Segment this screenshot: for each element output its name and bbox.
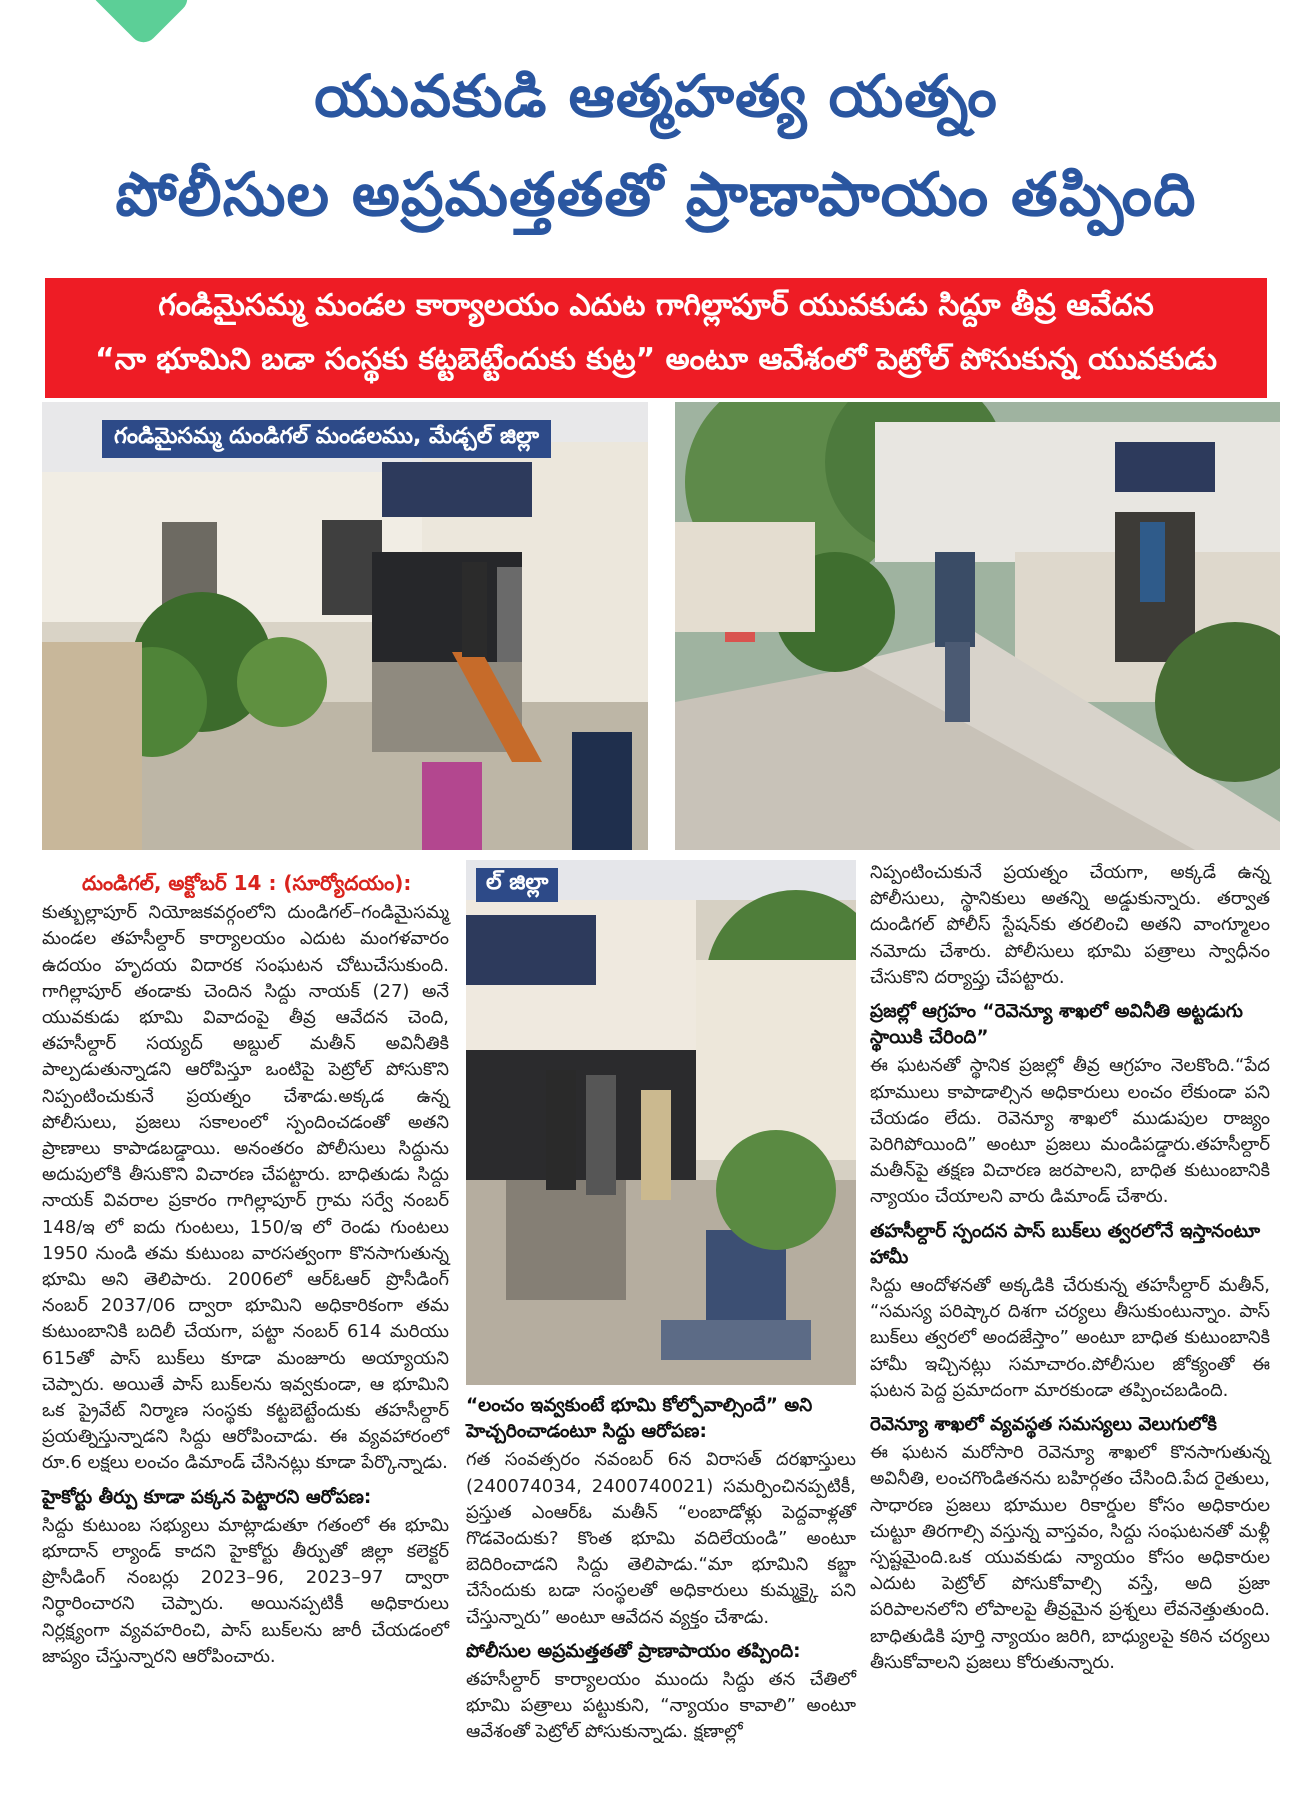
- article-paragraph: ఈ ఘటన మరోసారి రెవెన్యూ శాఖలో కొనసాగుతున్న అవినీతి, లంచగొండితనను బహిర్గతం చేసింది.పేద రైతులు, సాధారణ ప్రజలు భూముల రికార్డుల కోసం అధికారుల చుట్టూ తిరగాల్సి వస్తున్న వాస్తవం, సిద్దు సంఘటనతో మళ్లీ స్పష్టమైంది.ఒక యువకుడు న్యాయం కోసం అధికారుల ఎదుట పెట్రోల్ పోసుకోవాల్సి వస్తే, అది ప్రజా పరిపాలనలోని లోపాలపై తీవ్రమైన ప్రశ్నలు లేవనెత్తుతుంది. బాధితుడికి పూర్తి న్యాయం జరిగి, బాధ్యులపై కఠిన చర్యలు తీసుకోవాలని ప్రజలు కోరుతున్నారు.: [870, 1442, 1270, 1673]
- article-subheading: ప్రజల్లో ఆగ్రహం “రెవెన్యూ శాఖలో అవినీతి అట్టడుగు స్థాయికి చేరింది”: [870, 1001, 1243, 1049]
- photo-office-entrance: [42, 402, 648, 850]
- article-subheading: రెవెన్యూ శాఖలో వ్యవస్థత సమస్యలు వెలుగులోకి: [870, 1414, 1217, 1436]
- article-column-2: [466, 1393, 856, 1746]
- dateline: దుండిగల్, అక్టోబర్ 14 : (సూర్యోదయం):: [82, 871, 412, 895]
- photo-youth-sitting: [466, 860, 856, 1385]
- subheadline-line-2: “నా భూమిని బడా సంస్థకు కట్టబెట్టేందుకు కుట్ర” అంటూ ఆవేశంలో పెట్రోల్ పోసుకున్న యువకుడు: [95, 342, 1217, 377]
- article-paragraph: సిద్దు ఆందోళనతో అక్కడికి చేరుకున్న తహసీల్దార్ మతీన్, “సమస్య పరిష్కార దిశగా చర్యలు తీసుకుంటున్నాం. పాస్ బుక్‌లు త్వరలో అందజేస్తాం” అంటూ బాధిత కుటుంబానికి హామీ ఇచ్చినట్లు సమాచారం.పోలీసుల జోక్యంతో ఈ ఘటన పెద్ద ప్రమాదంగా మారకుండా తప్పించబడింది.: [870, 1275, 1270, 1401]
- article-subheading: హైకోర్టు తీర్పు కూడా పక్కన పెట్టారని ఆరోపణ:: [42, 1486, 372, 1508]
- publication-logo: [87, 0, 193, 48]
- office-signboard: గండిమైసమ్మ దుండిగల్ మండలము, మేడ్చల్ జిల్లా: [102, 420, 551, 458]
- headline-line-1: యువకుడి ఆత్మహత్య యత్నం: [314, 62, 998, 130]
- article-paragraph: నిప్పంటించుకునే ప్రయత్నం చేయగా, అక్కడే ఉన్న పోలీసులు, స్థానికులు అతన్ని అడ్డుకున్నారు. తర్వాత దుండిగల్ పోలీస్ స్టేషన్‌కు తరలించి అతని వాంగ్మూలం నమోదు చేశారు. పోలీసులు భూమి పత్రాలు స్వాధీనం చేసుకొని దర్యాప్తు చేపట్టారు.: [870, 862, 1270, 988]
- article-paragraph: గత సంవత్సరం నవంబర్ 6న విరాసత్ దరఖాస్తులు (240074034, 2400740021) సమర్పించినప్పటికీ, ప్రస్తుత ఎంఆర్ఓ మతీన్ “లంబాడోళ్లు పెద్దవాళ్లతో గొడవెందుకు? కొంత భూమి వదిలేయండి” అంటూ బెదిరించాడని సిద్దు తెలిపాడు.“మా భూమిని కబ్జా చేసేందుకు బడా సంస్థలతో అధికారులు కుమ్మక్కై పని చేస్తున్నారు” అంటూ ఆవేదన వ్యక్తం చేశాడు.: [466, 1449, 856, 1628]
- article-subheading: తహసీల్దార్ స్పందన పాస్ బుక్‌లు త్వరలోనే ఇస్తానంటూ హామీ: [870, 1220, 1261, 1268]
- article-column-3: [870, 860, 1270, 1676]
- headline-line-2: పోలీసుల అప్రమత్తతతో ప్రాణాపాయం తప్పింది: [115, 160, 1197, 230]
- article-column-1: [42, 870, 449, 1670]
- article-paragraph: సిద్దు కుటుంబ సభ్యులు మాట్లాడుతూ గతంలో ఈ భూమి భూదాన్ ల్యాండ్ కాదని హైకోర్టు తీర్పుతో జిల్లా కలెక్టర్ ప్రొసీడింగ్ నంబర్లు 2023–96, 2023–97 ద్వారా నిర్ధారించారని చెప్పారు. అయినప్పటికీ అధికారులు నిర్లక్ష్యంగా వ్యవహరించి, పాస్ బుక్‌లను జారీ చేయడంలో జాప్యం చేస్తున్నారని ఆరోపించారు.: [42, 1514, 449, 1667]
- photo-youth-pathway: [675, 402, 1280, 850]
- office-signboard-partial: ల్ జిల్లా: [476, 868, 558, 902]
- article-subheading: “లంచం ఇవ్వకుంటే భూమి కోల్పోవాల్సిందే” అని హెచ్చరించాడంటూ సిద్దు ఆరోపణ:: [466, 1395, 813, 1443]
- article-paragraph: ఈ ఘటనతో స్థానిక ప్రజల్లో తీవ్ర ఆగ్రహం నెలకొంది.“పేద భూములు కాపాడాల్సిన అధికారులు లంచం లేకుండా పని చేయడం లేదు. రెవెన్యూ శాఖలో ముడుపుల రాజ్యం పెరిగిపోయింది” అంటూ ప్రజలు మండిపడ్డారు.తహసీల్దార్ మతీన్‌పై తక్షణ విచారణ జరపాలని, బాధిత కుటుంబానికి న్యాయం చేయాలని వారు డిమాండ్ చేశారు.: [870, 1055, 1270, 1208]
- article-subheading: పోలీసుల అప్రమత్తతతో ప్రాణాపాయం తప్పింది:: [466, 1640, 801, 1662]
- article-paragraph: తహసీల్దార్ కార్యాలయం ముందు సిద్దు తన చేతిలో భూమి పత్రాలు పట్టుకుని, “న్యాయం కావాలి” అంటూ ఆవేశంతో పెట్రోల్ పోసుకున్నాడు. క్షణాల్లో: [466, 1669, 856, 1743]
- subheadline-line-1: గండిమైసమ్మ మండల కార్యాలయం ఎదుట గాగిల్లాపూర్ యువకుడు సిద్దూ తీవ్ర ఆవేదన: [158, 288, 1154, 323]
- article-paragraph: కుత్బుల్లాపూర్ నియోజకవర్గంలోని దుండిగల్–గండిమైసమ్మ మండల తహసీల్దార్ కార్యాలయం ఎదుట మంగళవారం ఉదయం హృదయ విదారక సంఘటన చోటుచేసుకుంది. గాగిల్లాపూర్ తండాకు చెందిన సిద్దు నాయక్ (27) అనే యువకుడు భూమి వివాదంపై తీవ్ర ఆవేదన చెంది, తహసీల్దార్ సయ్యద్ అబ్దుల్ మతీన్ అవినీతికి పాల్పడుతున్నాడని ఆరోపిస్తూ ఒంటిపై పెట్రోల్ పోసుకొని నిప్పంటించుకునే ప్రయత్నం చేశాడు.అక్కడ ఉన్న పోలీసులు, ప్రజలు సకాలంలో స్పందించడంతో అతని ప్రాణాలు కాపాడబడ్డాయి. అనంతరం పోలీసులు సిద్దును అదుపులోకి తీసుకొని విచారణ చేపట్టారు. బాధితుడు సిద్దు నాయక్ వివరాల ప్రకారం గాగిల్లాపూర్ గ్రామ సర్వే నంబర్ 148/ఇ లో ఐదు గుంటలు, 150/ఇ లో రెండు గుంటలు 1950 నుండి తమ కుటుంబ వారసత్వంగా కొనసాగుతున్న భూమి అని తెలిపారు. 2006లో ఆర్ఓఆర్ ప్రొసీడింగ్ నంబర్ 2037/06 ద్వారా భూమిని అధికారికంగా తమ కుటుంబానికి బదిలీ చేయగా, పట్టా నంబర్ 614 మరియు 615తో పాస్ బుక్‌లు కూడా మంజూరు అయ్యాయని చెప్పారు. అయితే పాస్ బుక్‌లను ఇవ్వకుండా, ఆ భూమిని ఒక ప్రైవేట్ నిర్మాణ సంస్థకు కట్టబెట్టేందుకు తహసీల్దార్ ప్రయత్నిస్తున్నాడని సిద్దు ఆరోపించాడు. ఈ వ్యవహారంలో రూ.6 లక్షలు లంచం డిమాండ్ చేసినట్లు కూడా పేర్కొన్నాడు.: [42, 902, 449, 1474]
